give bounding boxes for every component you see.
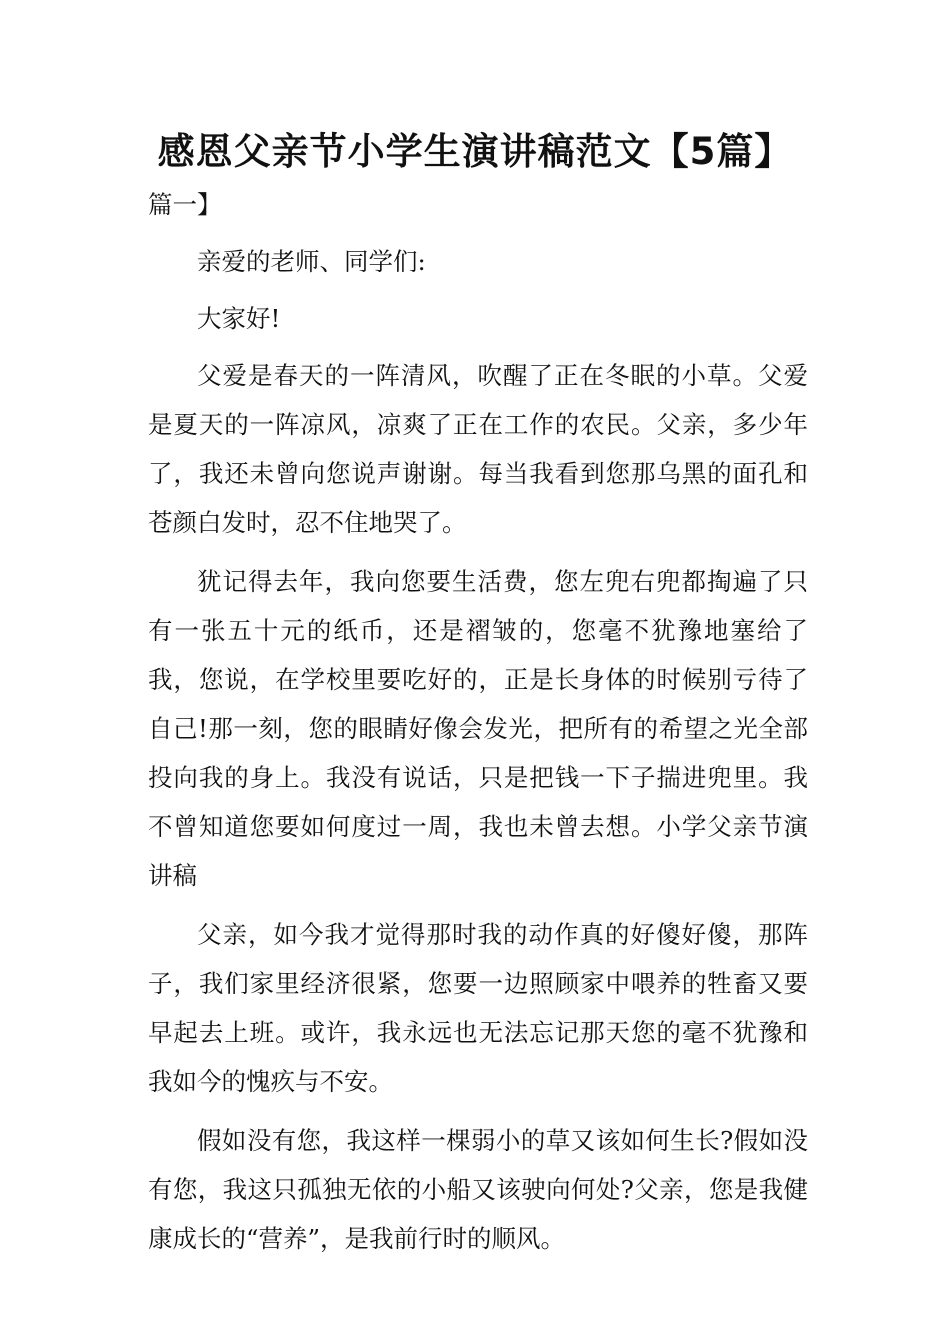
document-body xyxy=(148,180,808,1273)
paragraph-hello: 大家好! xyxy=(197,304,281,333)
paragraph: 父亲，如今我才觉得那时我的动作真的好傻好傻，那阵子，我们家里经济很紧，您要一边照顾家中喂养的牲畜又要早起去上班。或许，我永远也无法忘记那天您的毫不犹豫和我如今的愧疚与不安。 xyxy=(148,920,808,1096)
paragraph: 犹记得去年，我向您要生活费，您左兜右兜都掏遍了只有一张五十元的纸币，还是褶皱的，您毫不犹豫地塞给了我，您说，在学校里要吃好的，正是长身体的时候别亏待了自己!那一刻，您的眼睛好像会发光，把所有的希望之光全部投向我的身上。我没有说话，只是把钱一下子揣进兜里。我不曾知道您要如何度过一周，我也未曾去想。小学父亲节演讲稿 xyxy=(148,567,808,890)
paragraph: 父爱是春天的一阵清风，吹醒了正在冬眠的小草。父爱是夏天的一阵凉风，凉爽了正在工作的农民。父亲，多少年了，我还未曾向您说声谢谢。每当我看到您那乌黑的面孔和苍颜白发时，忍不住地哭了。 xyxy=(148,361,808,537)
section-label: 篇一】 xyxy=(148,190,222,219)
paragraph: 假如没有您，我这样一棵弱小的草又该如何生长?假如没有您，我这只孤独无依的小船又该驶向何处?父亲，您是我健康成长的“营养”，是我前行时的顺风。 xyxy=(148,1126,808,1253)
paragraph-greeting: 亲爱的老师、同学们: xyxy=(197,247,426,276)
document-title: 感恩父亲节小学生演讲稿范文【5篇】 xyxy=(157,130,793,173)
